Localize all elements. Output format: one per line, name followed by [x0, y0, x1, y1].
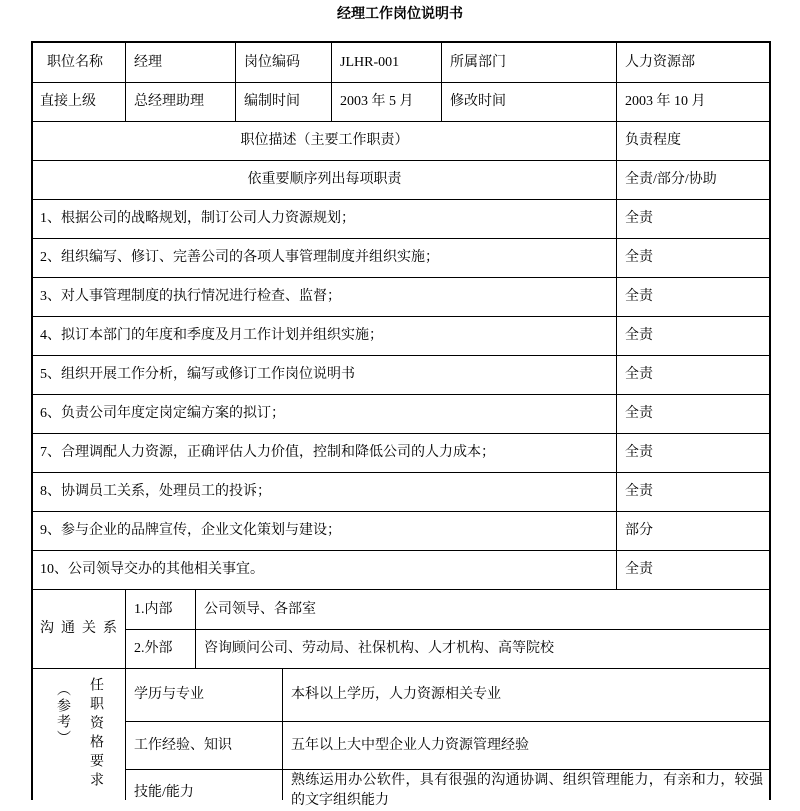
- qualifications-note: （参考）: [55, 682, 70, 746]
- duty-responsibility: 全责: [625, 211, 653, 226]
- communication-external-row: [126, 630, 769, 668]
- qualification-value: 五年以上大中型企业人力资源管理经验: [291, 737, 529, 753]
- duty-row: [33, 278, 769, 317]
- qualification-row: [126, 722, 769, 770]
- created-value: 2003 年 5 月: [332, 83, 442, 121]
- created-label: 编制时间: [236, 83, 332, 121]
- supervisor-value: 总经理助理: [126, 83, 236, 121]
- responsibility-options: 全责/部分/协助: [625, 172, 717, 187]
- qualifications-section: [33, 669, 769, 808]
- qualification-label: 工作经验、知识: [126, 722, 283, 769]
- duty-text: 10、公司领导交办的其他相关事宜。: [33, 551, 617, 589]
- duty-responsibility: 全责: [625, 289, 653, 304]
- duty-responsibility: 全责: [625, 445, 653, 460]
- duty-row: [33, 473, 769, 512]
- qualifications-details: [126, 669, 769, 808]
- external-label: 2.外部: [126, 630, 196, 668]
- internal-value: 公司领导、各部室: [204, 601, 316, 617]
- communication-internal-row: [126, 590, 769, 630]
- position-name-label: 职位名称: [33, 43, 126, 82]
- duty-text: 5、组织开展工作分析，编写或修订工作岗位说明书: [33, 356, 617, 394]
- duty-text: 2、组织编写、修订、完善公司的各项人事管理制度并组织实施；: [33, 239, 617, 277]
- communication-details: [126, 590, 769, 668]
- duty-text: 4、拟订本部门的年度和季度及月工作计划并组织实施；: [33, 317, 617, 355]
- duty-responsibility: 全责: [625, 328, 653, 343]
- responsibility-header: 负责程度: [625, 133, 681, 148]
- internal-label: 1.内部: [126, 590, 196, 629]
- basic-info-row: [33, 43, 769, 83]
- duty-responsibility: 全责: [625, 484, 653, 499]
- duties-header-row: [33, 122, 769, 161]
- modified-value: 2003 年 10 月: [625, 94, 706, 109]
- department-value: 人力资源部: [625, 54, 695, 70]
- communication-label: 沟通关系: [33, 590, 126, 668]
- duty-row: [33, 317, 769, 356]
- duty-responsibility: 部分: [625, 523, 653, 538]
- position-code-value: JLHR-001: [332, 43, 442, 82]
- duty-row: [33, 239, 769, 278]
- duty-text: 9、参与企业的品牌宣传，企业文化策划与建设；: [33, 512, 617, 550]
- qualifications-label: 任职资格要求: [88, 677, 103, 791]
- duty-row: [33, 434, 769, 473]
- supervisor-label: 直接上级: [33, 83, 126, 121]
- duties-subheader-row: [33, 161, 769, 200]
- qualification-value: 熟练运用办公软件，具有很强的沟通协调、组织管理能力，有亲和力，较强的文字组织能力: [291, 773, 763, 808]
- duty-text: 7、合理调配人力资源，正确评估人力价值，控制和降低公司的人力成本；: [33, 434, 617, 472]
- duty-row: [33, 200, 769, 239]
- duty-responsibility: 全责: [625, 562, 653, 577]
- duty-text: 1、根据公司的战略规划，制订公司人力资源规划；: [33, 200, 617, 238]
- position-code-label: 岗位编码: [236, 43, 332, 82]
- duty-text: 3、对人事管理制度的执行情况进行检查、监督；: [33, 278, 617, 316]
- qualification-value: 本科以上学历，人力资源相关专业: [291, 687, 501, 702]
- position-name-value: 经理: [126, 43, 236, 82]
- qualification-row: [126, 770, 769, 808]
- duties-subheader: 依重要顺序列出每项职责: [33, 161, 617, 199]
- duty-row: [33, 512, 769, 551]
- basic-info-row: [33, 83, 769, 122]
- qualifications-label-cell: [33, 669, 126, 800]
- modified-label: 修改时间: [442, 83, 617, 121]
- qualification-label: 学历与专业: [126, 669, 283, 721]
- duty-responsibility: 全责: [625, 367, 653, 382]
- qualification-label: 技能/能力: [126, 770, 283, 800]
- job-description-table: [31, 41, 771, 808]
- duty-row: [33, 551, 769, 590]
- department-label: 所属部门: [442, 43, 617, 82]
- qualification-row: [126, 669, 769, 722]
- communication-section: [33, 590, 769, 669]
- duty-row: [33, 356, 769, 395]
- duties-header: 职位描述（主要工作职责）: [33, 122, 617, 160]
- duty-text: 6、负责公司年度定岗定编方案的拟订；: [33, 395, 617, 433]
- duty-row: [33, 395, 769, 434]
- duty-text: 8、协调员工关系，处理员工的投诉；: [33, 473, 617, 511]
- qualification-value-cell: [283, 770, 769, 808]
- document-title: 经理工作岗位说明书: [337, 7, 463, 22]
- external-value: 咨询顾问公司、劳动局、社保机构、人才机构、高等院校: [204, 641, 554, 656]
- duty-responsibility: 全责: [625, 406, 653, 421]
- duty-responsibility: 全责: [625, 250, 653, 265]
